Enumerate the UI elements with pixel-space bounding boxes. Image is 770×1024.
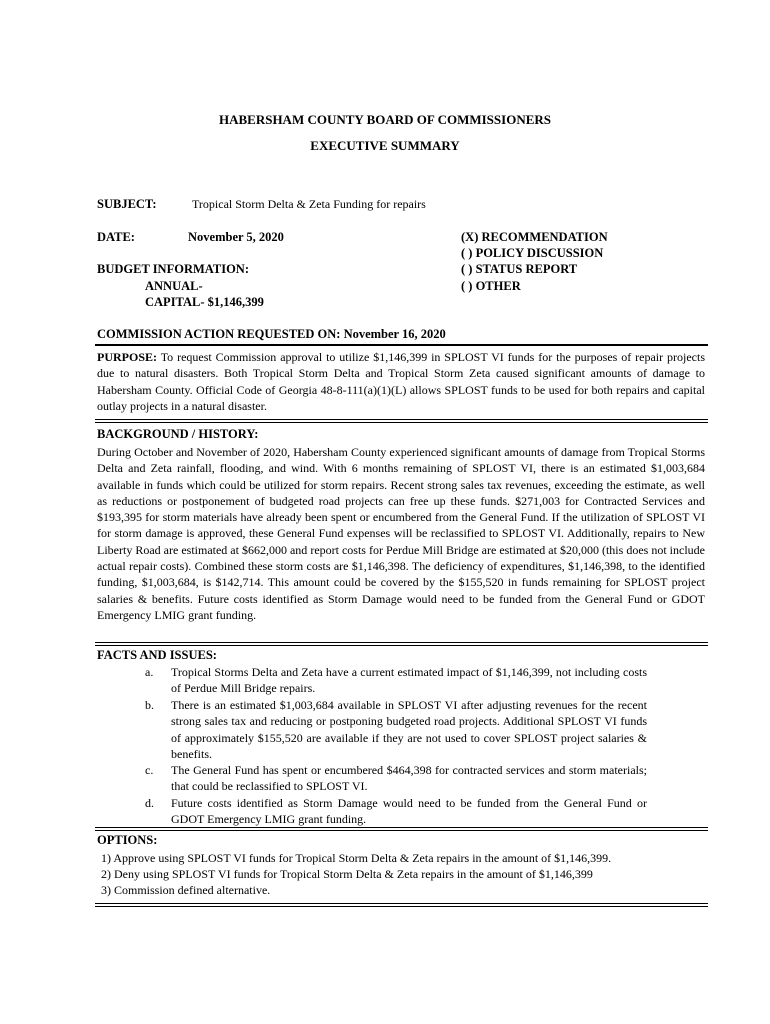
- action-status-report: ( ) STATUS REPORT: [461, 262, 578, 276]
- list-item-letter: c.: [145, 763, 154, 777]
- subject-value: Tropical Storm Delta & Zeta Funding for repairs: [192, 197, 426, 211]
- list-item-letter: b.: [145, 698, 154, 712]
- section-divider: [95, 830, 708, 831]
- budget-annual: ANNUAL-: [145, 279, 203, 293]
- section-divider: [95, 827, 708, 828]
- section-divider: [95, 419, 708, 420]
- list-item-text: The General Fund has spent or encumbered $464,398 for contracted services and storm materials; that could be reclassified to SPLOST VI.: [171, 763, 647, 794]
- section-divider: [95, 903, 708, 904]
- list-item-text: There is an estimated $1,003,684 available in SPLOST VI after adjusting revenues for the recent strong sales tax and reducing or postponing budgeted road projects. Additional SPLOST VI funds of approximately $155,520 are available if they are not used to cover SPLOST project salaries & benefits.: [171, 698, 647, 761]
- option-item: 3) Commission defined alternative.: [101, 883, 271, 897]
- date-label: DATE:: [97, 230, 135, 244]
- document-title: EXECUTIVE SUMMARY: [310, 138, 460, 153]
- list-item-text: Tropical Storms Delta and Zeta have a current estimated impact of $1,146,399, not including costs of Perdue Mill Bridge repairs.: [171, 665, 647, 696]
- list-item-letter: d.: [145, 796, 154, 810]
- date-value: November 5, 2020: [188, 230, 284, 244]
- budget-capital: CAPITAL- $1,146,399: [145, 295, 264, 309]
- org-title: HABERSHAM COUNTY BOARD OF COMMISSIONERS: [218, 112, 551, 127]
- action-recommendation: (X) RECOMMENDATION: [461, 230, 608, 244]
- subject-label: SUBJECT:: [97, 197, 157, 211]
- budget-label: BUDGET INFORMATION:: [97, 262, 249, 276]
- section-divider: [95, 344, 708, 346]
- facts-label: FACTS AND ISSUES:: [97, 648, 217, 662]
- section-divider: [95, 642, 708, 643]
- list-item-letter: a.: [145, 665, 154, 679]
- action-other: ( ) OTHER: [461, 279, 521, 293]
- section-divider: [95, 422, 708, 423]
- background-text: During October and November of 2020, Habersham County experienced significant amounts of damage from Tropical Storms Delta and Zeta rainfall, flooding, and wind. With 6 months remaining of SPLOST VI, there is an estimated $1,003,684 available in funds which could be utilized for storm repairs. Recent strong sales tax revenues, exceeding the estimate, as well as reductions or postponement of budgeted road projects can free up these funds. $271,003 for Contracted Services and $193,395 for storm materials have already been spent or encumbered from the General Fund. If the utilization of SPLOST VI for storm damage is approved, these General Fund expenses will be reclassified to SPLOST VI. Additionally, repairs to New Liberty Road are estimated at $662,000 and report costs for Perdue Mill Bridge are estimated at $20,000 (this does not include actual repair costs). Combined these storm costs are $1,146,398. The deficiency of expenditures, $1,146,398, to the identified funding, $1,003,684, is $142,714. This amount could be covered by the $155,520 in funds remaining for SPLOST project salaries & benefits. Future costs identified as Storm Damage would need to be funded from the General Fund or GDOT Emergency LMIG grant funding.: [97, 445, 705, 622]
- purpose-label: PURPOSE:: [97, 350, 157, 364]
- options-label: OPTIONS:: [97, 833, 158, 847]
- purpose-text: To request Commission approval to utilize $1,146,399 in SPLOST VI funds for the purposes of repair projects due to natural disasters. Both Tropical Storm Delta and Tropical Storm Zeta caused significant amounts of damage to Habersham County. Official Code of Georgia 48-8-111(a)(1)(L) allows SPLOST funds to be used for both repairs and capital outlay projects in a natural disaster.: [97, 350, 705, 413]
- section-divider: [95, 645, 708, 646]
- option-item: 2) Deny using SPLOST VI funds for Tropical Storm Delta & Zeta repairs in the amount of $1,146,399: [101, 867, 593, 881]
- action-policy-discussion: ( ) POLICY DISCUSSION: [461, 246, 604, 260]
- purpose-section: [97, 349, 705, 414]
- list-item-text: Future costs identified as Storm Damage would need to be funded from the General Fund or GDOT Emergency LMIG grant funding.: [171, 796, 647, 827]
- background-label: BACKGROUND / HISTORY:: [97, 427, 259, 441]
- option-item: 1) Approve using SPLOST VI funds for Tropical Storm Delta & Zeta repairs in the amount of $1,146,399.: [101, 851, 612, 865]
- commission-action-requested: COMMISSION ACTION REQUESTED ON: November 16, 2020: [97, 327, 446, 341]
- section-divider: [95, 906, 708, 907]
